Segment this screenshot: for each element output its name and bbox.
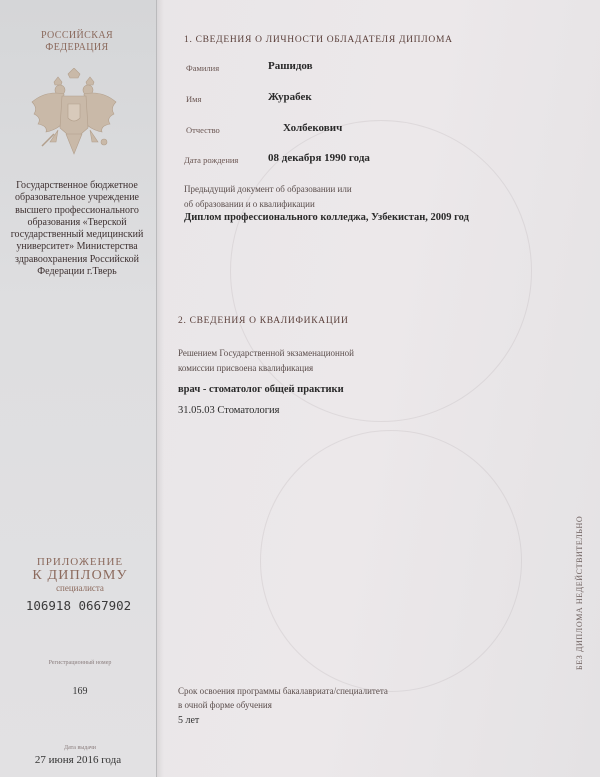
page-fold (156, 0, 164, 777)
institution-name: Государственное бюджетное образовательное учреждение высшего профессионального образования «Тверской государственный медицинский университет» Министерства здравоохранения Российской Федерации г.Тверь (10, 180, 144, 278)
surname-label: Фамилия (186, 63, 220, 73)
issue-date-label: Дата выдачи (63, 745, 97, 751)
watermark-circle (230, 120, 532, 422)
study-term-label-1: Срок освоения программы бакалавриата/специалитета (178, 686, 388, 696)
double-headed-eagle-emblem-icon (28, 68, 120, 164)
appendix-line-3: специалиста (56, 583, 104, 593)
birth-date-value: 08 декабря 1990 года (268, 152, 370, 164)
patronymic-value: Холбекович (283, 122, 343, 134)
appendix-line-2: К ДИПЛОМУ (32, 568, 128, 583)
previous-document-label-1: Предыдущий документ об образовании или (184, 184, 352, 194)
specialty-value: 31.05.03 Стоматология (178, 405, 280, 416)
name-value: Журабек (268, 91, 312, 103)
appendix-title (10, 556, 150, 595)
section-2-title: 2. СВЕДЕНИЯ О КВАЛИФИКАЦИИ (178, 316, 349, 326)
study-term-value: 5 лет (178, 715, 200, 726)
appendix-line-1: ПРИЛОЖЕНИЕ (36, 556, 124, 568)
qualification-value: врач - стоматолог общей практики (178, 384, 344, 395)
vertical-validity-note: БЕЗ ДИПЛОМА НЕДЕЙСТВИТЕЛЬНО (575, 515, 584, 670)
registration-label: Регистрационный номер (48, 660, 112, 666)
commission-decision-line-2: комиссии присвоена квалификация (178, 363, 314, 373)
study-term-label-2: в очной форме обучения (178, 700, 272, 710)
commission-decision-line-1: Решением Государственной экзаменационной (178, 348, 354, 358)
previous-document-label-2: об образовании и о квалификации (184, 199, 315, 209)
birth-date-label: Дата рождения (184, 155, 239, 165)
name-label: Имя (186, 94, 202, 104)
surname-value: Рашидов (268, 60, 313, 72)
section-1-title: 1. СВЕДЕНИЯ О ЛИЧНОСТИ ОБЛАДАТЕЛЯ ДИПЛОМА (184, 35, 453, 45)
issue-date: 27 июня 2016 года (34, 754, 122, 766)
previous-document-value: Диплом профессионального колледжа, Узбекистан, 2009 год (184, 212, 469, 223)
country-name: РОССИЙСКАЯ ФЕДЕРАЦИЯ (40, 30, 114, 53)
registration-number: 169 (72, 686, 88, 697)
serial-number: 106918 0667902 (25, 598, 132, 613)
patronymic-label: Отчество (186, 125, 220, 135)
watermark-circle (260, 430, 522, 692)
